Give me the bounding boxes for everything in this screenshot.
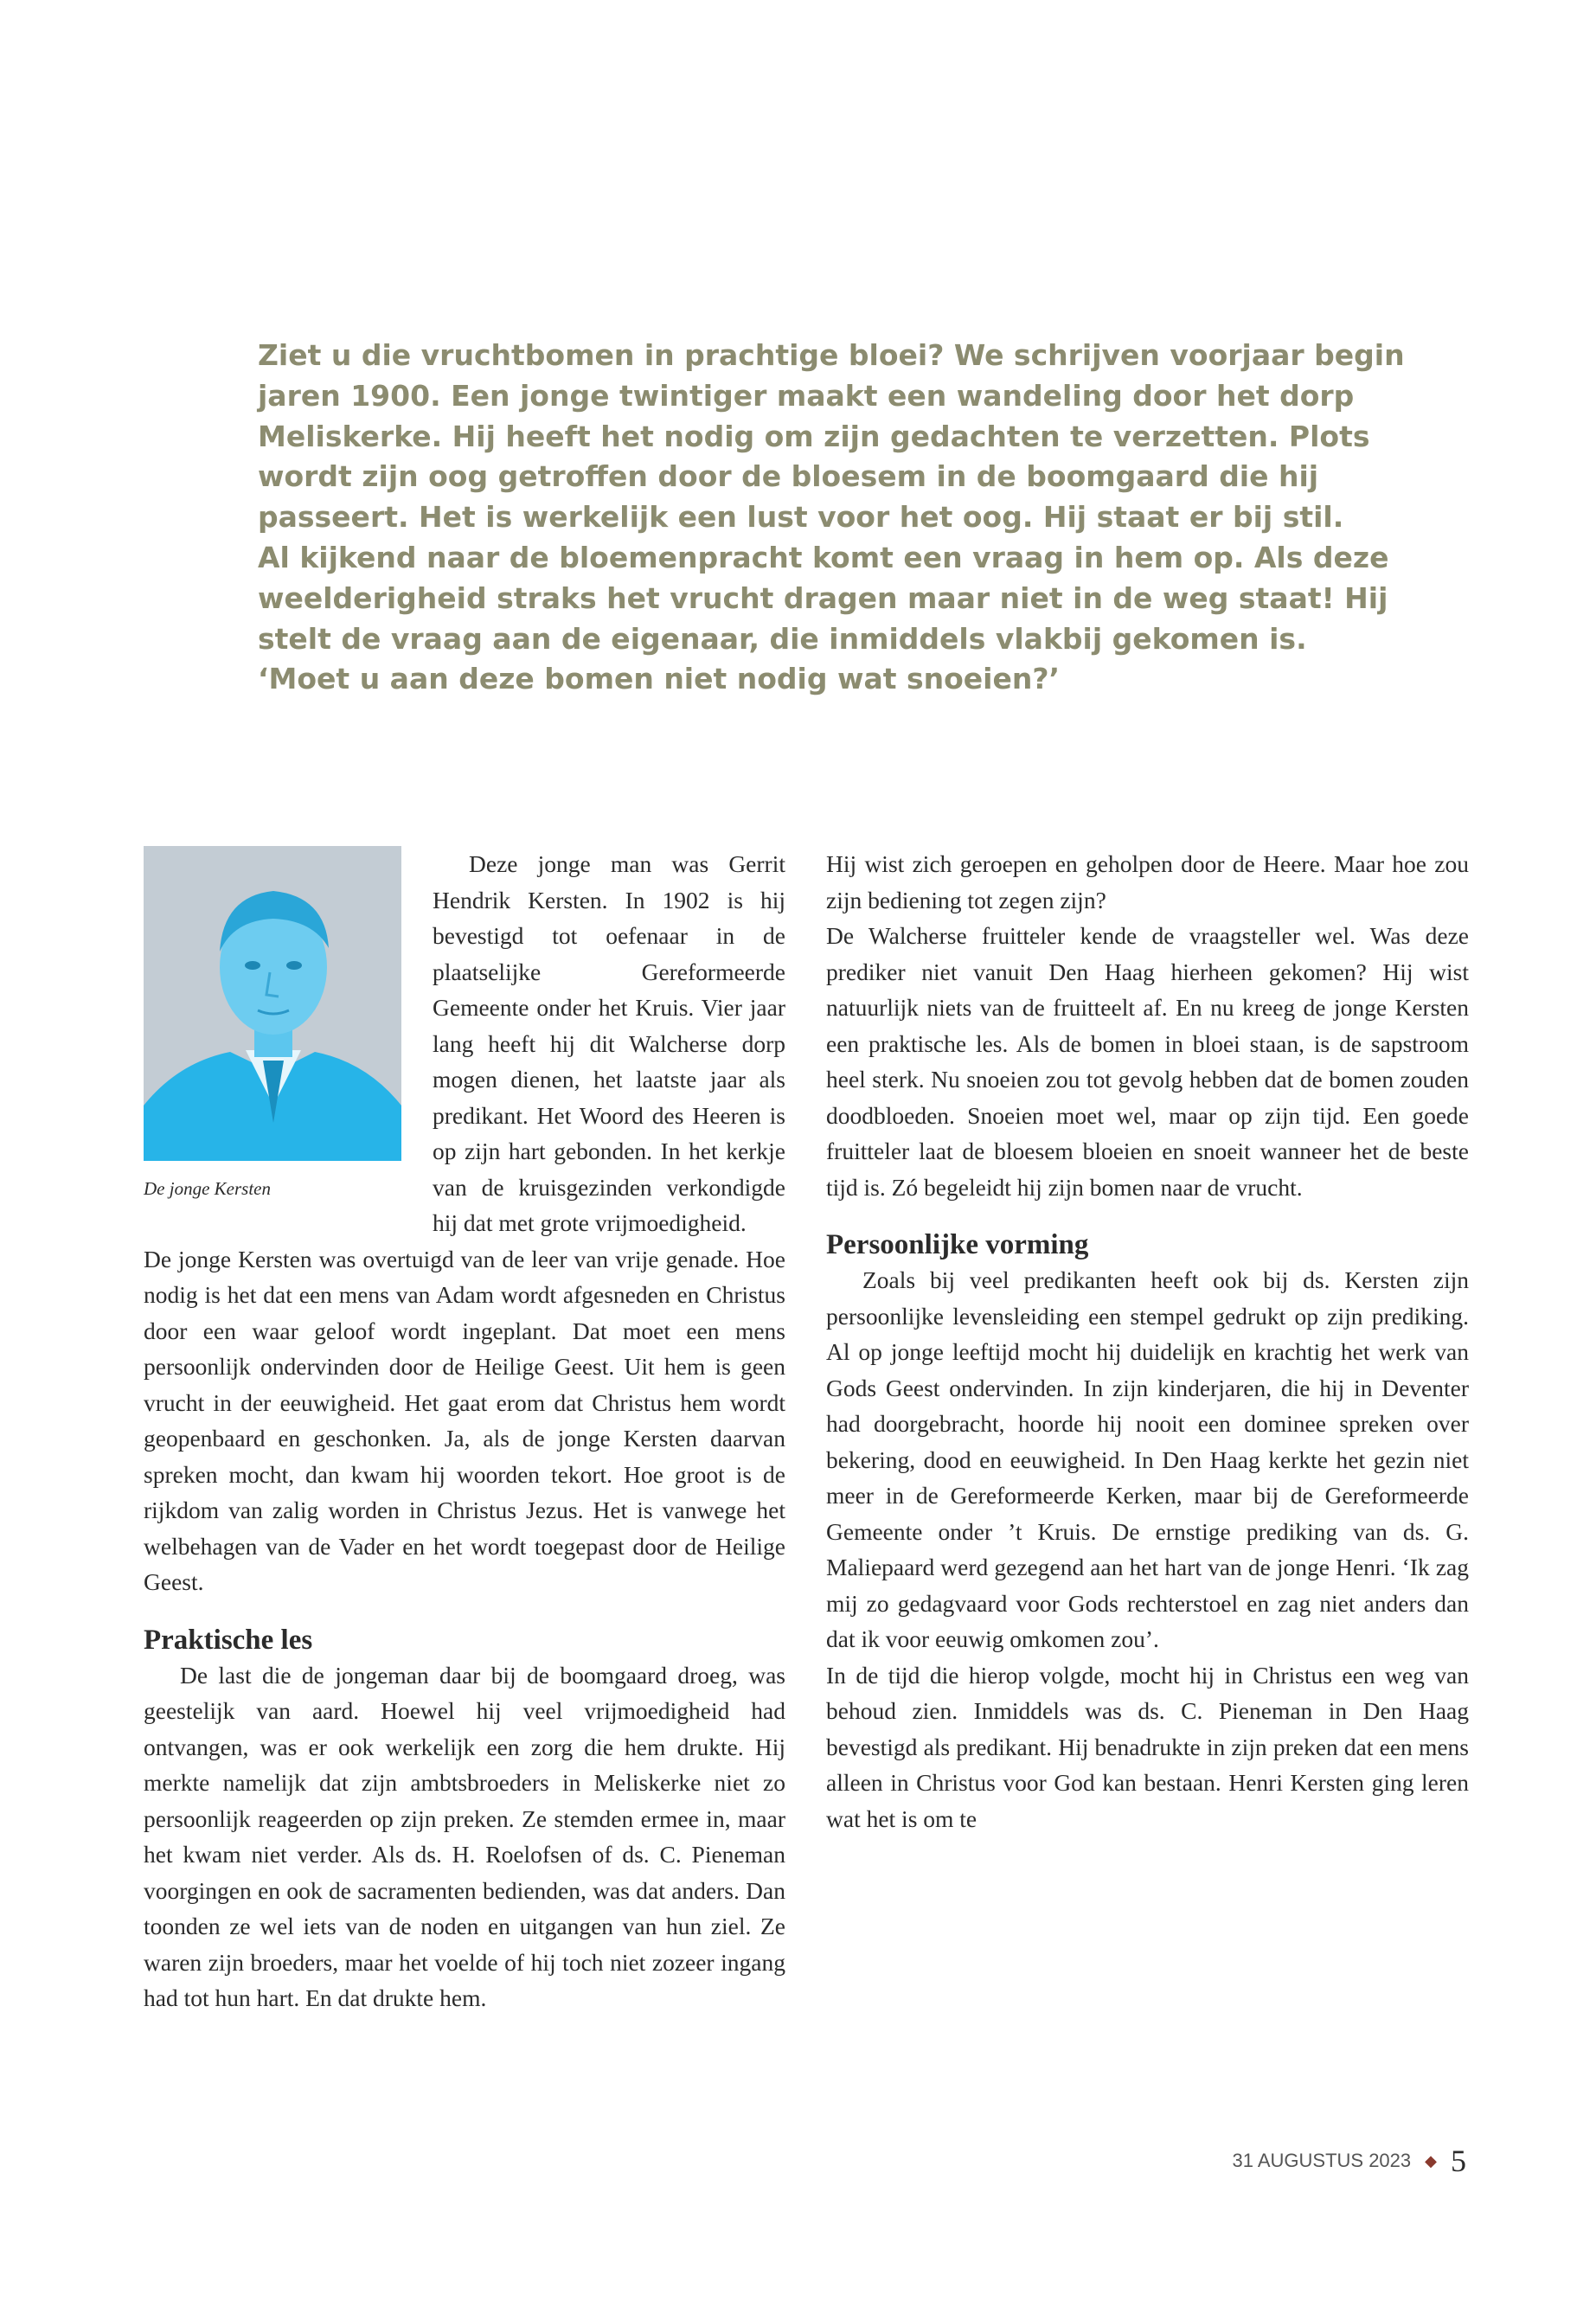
intro-line: jaren 1900. Een jonge twintiger maakt een wandeling door het dorp (258, 378, 1355, 413)
body-paragraph: Deze jonge man was Gerrit Hendrik Kersten. In 1902 is hij bevestigd tot oefenaar in de plaatselijke Gereformeerde Gemeente onder het Kruis. Vier jaar lang heeft hij dit Walcherse dorp mogen dienen, het laatste jaar als predikant. Het Woord des Heeren is op zijn hart gebonden. In het kerkje van de kruisgezinden verkondigde hij dat met grote vrijmoedigheid. (433, 850, 785, 1236)
intro-line: stelt de vraag aan de eigenaar, die inmiddels vlakbij gekomen is. (258, 621, 1307, 656)
body-paragraph: De Walcherse fruitteler kende de vraagsteller wel. Was deze prediker niet vanuit Den Haag hierheen gekomen? Hij wist natuurlijk niets van de fruitteelt af. En nu kreeg de jonge Kersten een praktische les. Als de bomen in bloei staan, is de sapstroom heel sterk. Nu snoeien zou tot gevolg hebben dat de bomen zouden doodbloeden. Snoeien moet wel, maar op zijn tijd. Een goede fruitteler laat de bloesem bloeien en snoeit wanneer het de beste tijd is. Zó begeleidt hij zijn bomen naar de vrucht. (826, 922, 1469, 1201)
portrait-kersten-image (144, 846, 401, 1161)
intro-line: wordt zijn oog getroffen door de bloesem in de boomgaard die hij (258, 459, 1319, 494)
body-paragraph: De jonge Kersten was overtuigd van de leer van vrije genade. Hoe nodig is het dat een mens van Adam wordt afgesneden en Christus door een waar geloof wordt ingeplant. Dat moet een mens persoonlijk ondervinden door de Heilige Geest. Uit hem is geen vrucht in der eeuwigheid. Het gaat erom dat Christus hem wordt geopenbaard en geschonken. Ja, als de jonge Kersten daarvan spreken mocht, dan kwam hij woorden tekort. Hoe groot is de rijkdom van zalig worden in Christus Jezus. Het is vanwege het welbehagen van de Vader en het wordt toegepast door de Heilige Geest. (144, 1245, 785, 1595)
photo-figure-kersten (144, 846, 401, 1201)
body-paragraph: Hij wist zich geroepen en geholpen door de Heere. Maar hoe zou zijn bediening tot zegen zijn? (826, 850, 1469, 913)
section-heading-praktische-les: Praktische les (144, 1624, 313, 1656)
intro-line: Ziet u die vruchtbomen in prachtige bloei? We schrijven voorjaar begin (258, 338, 1405, 372)
body-paragraph: In de tijd die hierop volgde, mocht hij in Christus een weg van behoud zien. Inmiddels was ds. C. Pieneman in Den Haag bevestigd als predikant. Hij benadrukte in zijn preken dat een mens alleen in Christus voor God kan bestaan. Henri Kersten ging leren wat het is om te (826, 1661, 1469, 1832)
diamond-separator-icon: ◆ (1425, 2151, 1437, 2170)
intro-line: weelderigheid straks het vrucht dragen maar niet in de weg staat! Hij (258, 580, 1388, 615)
intro-line: ‘Moet u aan deze bomen niet nodig wat snoeien?’ (258, 662, 1061, 696)
portrait-photo-kersten (144, 846, 401, 1161)
intro-line: Meliskerke. Hij heeft het nodig om zijn gedachten te verzetten. Plots (258, 419, 1370, 453)
page-footer (1232, 2144, 1466, 2178)
left-column (144, 846, 785, 2016)
photo-caption: De jonge Kersten (144, 1178, 271, 1199)
intro-line: passeert. Het is werkelijk een lust voor het oog. Hij staat er bij stil. (258, 500, 1344, 535)
body-paragraph: De last die de jongeman daar bij de boomgaard droeg, was geestelijk van aard. Hoewel hij veel vrijmoedigheid had ontvangen, was er ook werkelijk een zorg die hem drukte. Hij merkte namelijk dat zijn ambtsbroeders in Meliskerke niet zo persoonlijk reageerden op zijn preken. Ze stemden ermee in, maar het kwam niet verder. Als ds. H. Roelofsen of ds. C. Pieneman voorgingen en ook de sacramenten bedienden, was dat anders. Dan toonden ze wel iets van de noden en uitgangen van hun ziel. Ze waren zijn broeders, maar het voelde of hij toch niet zozeer ingang had tot hun hart. En dat drukte hem. (144, 1661, 785, 2011)
right-column (826, 846, 1469, 1836)
section-heading-persoonlijke-vorming: Persoonlijke vorming (826, 1229, 1089, 1260)
page-number: 5 (1451, 2144, 1466, 2178)
body-paragraph: Zoals bij veel predikanten heeft ook bij ds. Kersten zijn persoonlijke levensleiding een stempel gedrukt op zijn prediking. Al op jonge leeftijd mocht hij duidelijk en krachtig het werk van Gods Geest ondervinden. In zijn kinderjaren, die hij in Deventer had doorgebracht, hoorde hij nooit een dominee spreken over bekering, dood en eeuwigheid. In Den Haag kerkte het gezin niet meer in de Gereformeerde Kerken, maar bij de Gereformeerde Gemeente onder ’t Kruis. De ernstige prediking van ds. G. Maliepaard werd gezegend aan het hart van de jonge Henri. ‘Ik zag mij zo gedagvaard voor Gods rechterstoel en zag niet anders dan dat ik voor eeuwig omkomen zou’. (826, 1266, 1469, 1652)
intro-line: Al kijkend naar de bloemenpracht komt een vraag in hem op. Als deze (258, 540, 1389, 574)
intro-paragraph (258, 336, 1405, 700)
issue-date: 31 AUGUSTUS 2023 (1232, 2150, 1412, 2171)
